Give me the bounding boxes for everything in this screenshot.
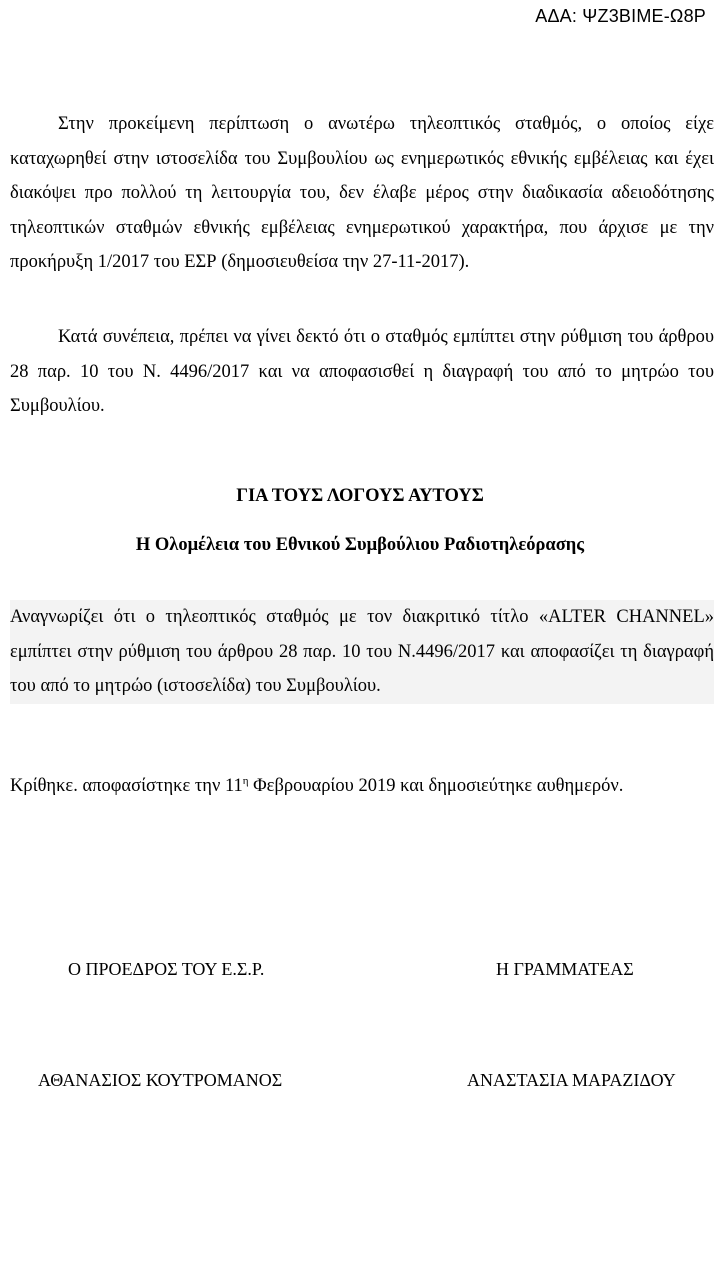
heading-assembly: Η Ολομέλεια του Εθνικού Συμβούλιου Ραδιοτηλεόρασης [135, 535, 585, 555]
closing-date-suffix: Φεβρουαρίου 2019 και δημοσιεύτηκε αυθημερόν. [248, 776, 624, 797]
secretary-title: Η ΓΡΑΜΜΑΤΕΑΣ [496, 959, 634, 979]
paragraph-2: Κατά συνέπεια, πρέπει να γίνει δεκτό ότι ο σταθμός εμπίπτει στην ρύθμιση του άρθρου 28 παρ. 10 του Ν. 4496/2017 και να αποφασισθεί η διαγραφή του από το μητρώο του Συμβουλίου. [10, 327, 714, 416]
secretary-name: ΑΝΑΣΤΑΣΙΑ ΜΑΡΑΖΙΔΟΥ [467, 1070, 676, 1090]
heading-reasons: ΓΙΑ ΤΟΥΣ ΛΟΓΟΥΣ ΑΥΤΟΥΣ [236, 486, 484, 506]
president-name: ΑΘΑΝΑΣΙΟΣ ΚΟΥΤΡΟΜΑΝΟΣ [38, 1070, 283, 1090]
closing-statement [10, 775, 623, 797]
president-title: Ο ΠΡΟΕΔΡΟΣ ΤΟΥ Ε.Σ.Ρ. [68, 959, 265, 979]
closing-ordinal-suffix: η [242, 775, 249, 787]
closing-date-prefix: Κρίθηκε. αποφασίστηκε την 11 [10, 776, 243, 797]
ada-code: ΑΔΑ: ΨΖ3ΒΙΜΕ-Ω8Ρ [535, 6, 706, 26]
decision-text: Αναγνωρίζει ότι ο τηλεοπτικός σταθμός με τον διακριτικό τίτλο «ALTER CHANNEL» εμπίπτει στην ρύθμιση του άρθρου 28 παρ. 10 του Ν.4496/2017 και αποφασίζει τη διαγραφή του από το μητρώο (ιστοσελίδα) του Συμβουλίου. [10, 600, 714, 704]
paragraph-1: Στην προκείμενη περίπτωση ο ανωτέρω τηλεοπτικός σταθμός, ο οποίος είχε καταχωρηθεί στην ιστοσελίδα του Συμβουλίου ως ενημερωτικός εθνικής εμβέλειας και έχει διακόψει προ πολλού τη λειτουργία του, δεν έλαβε μέρος στην διαδικασία αδειοδότησης τηλεοπτικών σταθμών εθνικής εμβέλειας ενημερωτικού χαρακτήρα, που άρχισε με την προκήρυξη 1/2017 του ΕΣΡ (δημοσιευθείσα την 27-11-2017). [10, 114, 714, 272]
